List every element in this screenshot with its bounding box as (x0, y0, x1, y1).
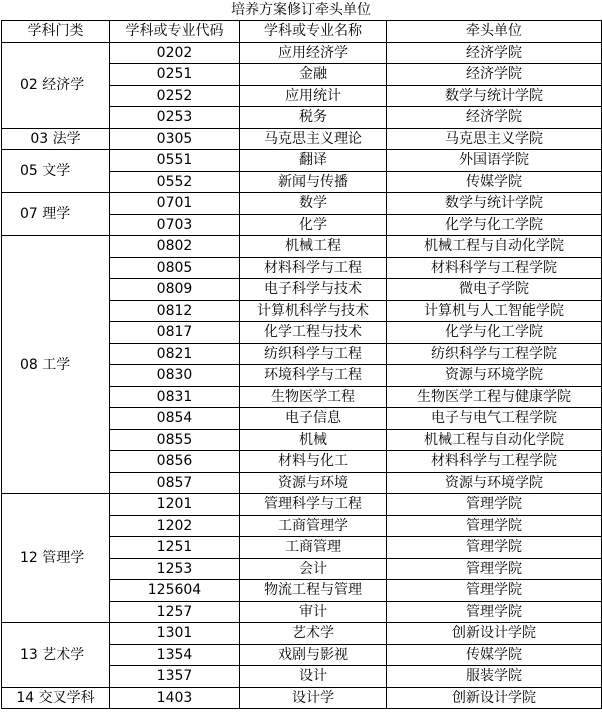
category-cell: 14 交叉学科 (2, 687, 110, 709)
unit-cell: 数学与统计学院 (387, 193, 602, 215)
unit-cell: 机械工程与自动化学院 (387, 236, 602, 258)
name-cell: 资源与环境 (240, 472, 387, 494)
name-cell: 纺织科学与工程 (240, 343, 387, 365)
name-cell: 材料科学与工程 (240, 257, 387, 279)
header-unit: 牵头单位 (387, 21, 602, 43)
category-cell: 13 艺术学 (2, 623, 110, 688)
unit-cell: 材料科学与工程学院 (387, 257, 602, 279)
name-cell: 戏剧与影视 (240, 644, 387, 666)
header-row (2, 21, 602, 43)
code-cell: 0817 (110, 322, 240, 344)
name-cell: 工商管理学 (240, 515, 387, 537)
table-row (2, 687, 602, 709)
table-row (2, 42, 602, 64)
unit-cell: 纺织科学与工程学院 (387, 343, 602, 365)
code-cell: 125604 (110, 580, 240, 602)
unit-cell: 管理学院 (387, 558, 602, 580)
name-cell: 会计 (240, 558, 387, 580)
name-cell: 应用经济学 (240, 42, 387, 64)
header-code: 学科或专业代码 (110, 21, 240, 43)
unit-cell: 外国语学院 (387, 150, 602, 172)
code-cell: 0854 (110, 408, 240, 430)
code-cell: 0821 (110, 343, 240, 365)
lead-unit-table (1, 20, 602, 709)
code-cell: 0831 (110, 386, 240, 408)
code-cell: 1257 (110, 601, 240, 623)
unit-cell: 创新设计学院 (387, 687, 602, 709)
code-cell: 0805 (110, 257, 240, 279)
name-cell: 计算机科学与技术 (240, 300, 387, 322)
unit-cell: 微电子学院 (387, 279, 602, 301)
code-cell: 0830 (110, 365, 240, 387)
code-cell: 0305 (110, 128, 240, 150)
header-name: 学科或专业名称 (240, 21, 387, 43)
code-cell: 0812 (110, 300, 240, 322)
name-cell: 应用统计 (240, 85, 387, 107)
code-cell: 0701 (110, 193, 240, 215)
category-cell: 03 法学 (2, 128, 110, 150)
name-cell: 化学 (240, 214, 387, 236)
code-cell: 0703 (110, 214, 240, 236)
unit-cell: 经济学院 (387, 42, 602, 64)
name-cell: 管理科学与工程 (240, 494, 387, 516)
unit-cell: 管理学院 (387, 537, 602, 559)
name-cell: 机械 (240, 429, 387, 451)
name-cell: 数学 (240, 193, 387, 215)
name-cell: 税务 (240, 107, 387, 129)
unit-cell: 创新设计学院 (387, 623, 602, 645)
unit-cell: 机械工程与自动化学院 (387, 429, 602, 451)
code-cell: 1201 (110, 494, 240, 516)
table-title: 培养方案修订牵头单位 (231, 2, 371, 18)
name-cell: 机械工程 (240, 236, 387, 258)
name-cell: 工商管理 (240, 537, 387, 559)
code-cell: 0809 (110, 279, 240, 301)
unit-cell: 经济学院 (387, 107, 602, 129)
unit-cell: 资源与环境学院 (387, 365, 602, 387)
table-row (2, 623, 602, 645)
unit-cell: 化学与化工学院 (387, 322, 602, 344)
unit-cell: 马克思主义学院 (387, 128, 602, 150)
unit-cell: 资源与环境学院 (387, 472, 602, 494)
unit-cell: 管理学院 (387, 580, 602, 602)
unit-cell: 服装学院 (387, 666, 602, 688)
code-cell: 1301 (110, 623, 240, 645)
category-cell: 02 经济学 (2, 42, 110, 128)
unit-cell: 传媒学院 (387, 171, 602, 193)
table-row (2, 150, 602, 172)
code-cell: 0802 (110, 236, 240, 258)
table-row (2, 494, 602, 516)
name-cell: 生物医学工程 (240, 386, 387, 408)
code-cell: 0857 (110, 472, 240, 494)
name-cell: 材料与化工 (240, 451, 387, 473)
code-cell: 1202 (110, 515, 240, 537)
name-cell: 物流工程与管理 (240, 580, 387, 602)
category-cell: 07 理学 (2, 193, 110, 236)
name-cell: 马克思主义理论 (240, 128, 387, 150)
table-row (2, 193, 602, 215)
name-cell: 环境科学与工程 (240, 365, 387, 387)
code-cell: 0202 (110, 42, 240, 64)
code-cell: 1357 (110, 666, 240, 688)
name-cell: 艺术学 (240, 623, 387, 645)
code-cell: 0856 (110, 451, 240, 473)
header-category: 学科门类 (2, 21, 110, 43)
code-cell: 1354 (110, 644, 240, 666)
code-cell: 0252 (110, 85, 240, 107)
unit-cell: 材料科学与工程学院 (387, 451, 602, 473)
code-cell: 1253 (110, 558, 240, 580)
unit-cell: 电子与电气工程学院 (387, 408, 602, 430)
unit-cell: 生物医学工程与健康学院 (387, 386, 602, 408)
unit-cell: 数学与统计学院 (387, 85, 602, 107)
table-row (2, 128, 602, 150)
unit-cell: 管理学院 (387, 494, 602, 516)
category-cell: 05 文学 (2, 150, 110, 193)
unit-cell: 化学与化工学院 (387, 214, 602, 236)
code-cell: 0251 (110, 64, 240, 86)
unit-cell: 管理学院 (387, 515, 602, 537)
name-cell: 设计 (240, 666, 387, 688)
table-row (2, 236, 602, 258)
unit-cell: 传媒学院 (387, 644, 602, 666)
code-cell: 1251 (110, 537, 240, 559)
unit-cell: 管理学院 (387, 601, 602, 623)
name-cell: 金融 (240, 64, 387, 86)
code-cell: 0855 (110, 429, 240, 451)
unit-cell: 经济学院 (387, 64, 602, 86)
code-cell: 1403 (110, 687, 240, 709)
category-cell: 12 管理学 (2, 494, 110, 623)
name-cell: 新闻与传播 (240, 171, 387, 193)
code-cell: 0253 (110, 107, 240, 129)
name-cell: 翻译 (240, 150, 387, 172)
name-cell: 审计 (240, 601, 387, 623)
name-cell: 化学工程与技术 (240, 322, 387, 344)
code-cell: 0552 (110, 171, 240, 193)
code-cell: 0551 (110, 150, 240, 172)
name-cell: 电子科学与技术 (240, 279, 387, 301)
category-cell: 08 工学 (2, 236, 110, 494)
name-cell: 电子信息 (240, 408, 387, 430)
name-cell: 设计学 (240, 687, 387, 709)
unit-cell: 计算机与人工智能学院 (387, 300, 602, 322)
